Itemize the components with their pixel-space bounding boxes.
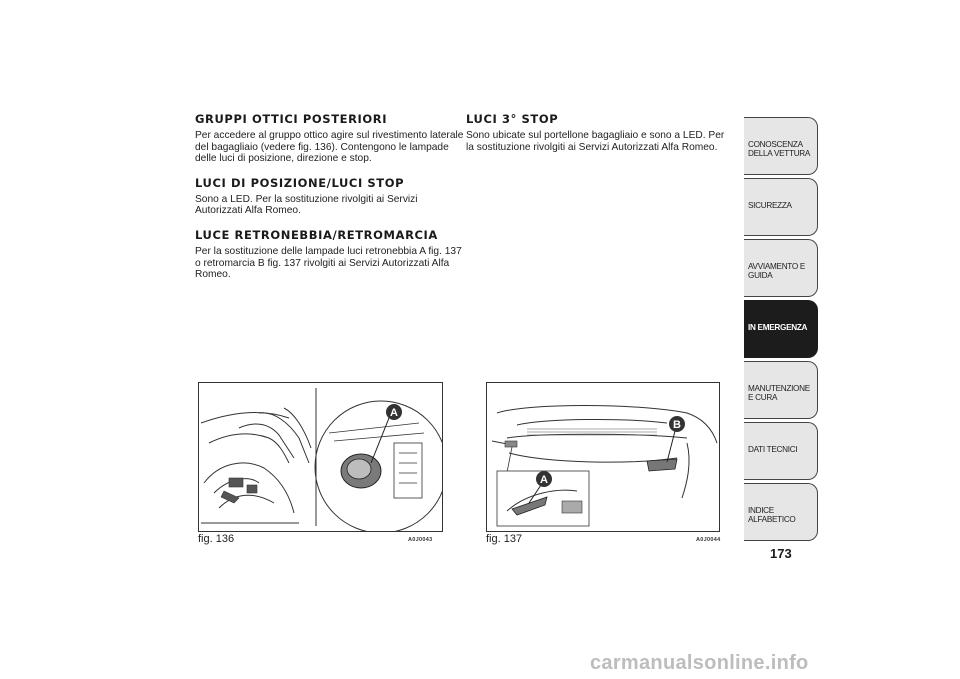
figure-137-illustration [487,383,719,531]
tab-sicurezza[interactable] [744,178,818,236]
tab-label: IN EMERGENZA [748,323,808,332]
figure-137 [486,382,720,532]
figure-136-illustration [199,383,442,531]
marker-b-label: B [673,419,681,431]
chapter-tabs [744,117,818,544]
tab-dati-tecnici[interactable] [744,422,818,480]
marker-a-fig136 [386,404,402,420]
marker-b-fig137 [669,416,685,432]
marker-a-label: A [540,474,548,486]
right-column [466,112,726,164]
tab-avviamento[interactable] [744,239,818,297]
section-body-fog-reverse-light: Per la sostituzione delle lampade luci retronebbia A fig. 137 o retromarcia B fig. 137 rivolgiti ai Servizi Autorizzati Alfa Romeo. [195,245,462,281]
section-body-third-stop: Sono ubicate sul portellone bagagliaio e sono a LED. Per la sostituzione rivolgiti ai Servizi Autorizzati Alfa Romeo. [466,130,725,153]
figure-136 [198,382,443,532]
tab-label: MANUTENZIONE E CURA [748,384,810,402]
tab-label: CONOSCENZA DELLA VETTURA [748,140,811,158]
figure-137-caption: fig. 137 [486,533,523,545]
section-title-third-stop: LUCI 3° STOP [466,112,559,126]
marker-a-fig137 [536,471,552,487]
tab-label: DATI TECNICI [748,445,798,454]
marker-a-label: A [390,407,398,419]
section-title-position-stop-lights: LUCI DI POSIZIONE/LUCI STOP [195,175,405,190]
left-column [195,112,467,292]
tab-in-emergenza[interactable] [744,300,818,358]
figure-136-code: A0J0043 [408,537,433,543]
tab-manutenzione[interactable] [744,361,818,419]
page-number: 173 [770,546,792,561]
tab-conoscenza[interactable] [744,117,818,175]
watermark: carmanualsonline.info [590,652,809,674]
section-body-rear-lights: Per accedere al gruppo ottico agire sul rivestimento laterale del bagagliaio (vedere fig. 136). Contengono le lampade delle luci di posizione, direzione e stop. [195,130,464,165]
bulb-holder [341,454,381,488]
tab-label: INDICE ALFABETICO [748,506,796,524]
section-title-rear-lights: GRUPPI OTTICI POSTERIORI [195,112,388,126]
section-title-fog-reverse-light: LUCE RETRONEBBIA/RETROMARCIA [195,227,438,242]
section-body-position-stop-lights: Sono a LED. Per la sostituzione rivolgiti ai Servizi Autorizzati Alfa Romeo. [195,193,418,217]
tab-label: SICUREZZA [748,201,792,210]
tab-indice[interactable] [744,483,818,541]
tab-label: AVVIAMENTO E GUIDA [748,262,806,280]
figure-136-caption: fig. 136 [198,533,235,545]
figure-137-code: A0J0044 [696,537,721,543]
